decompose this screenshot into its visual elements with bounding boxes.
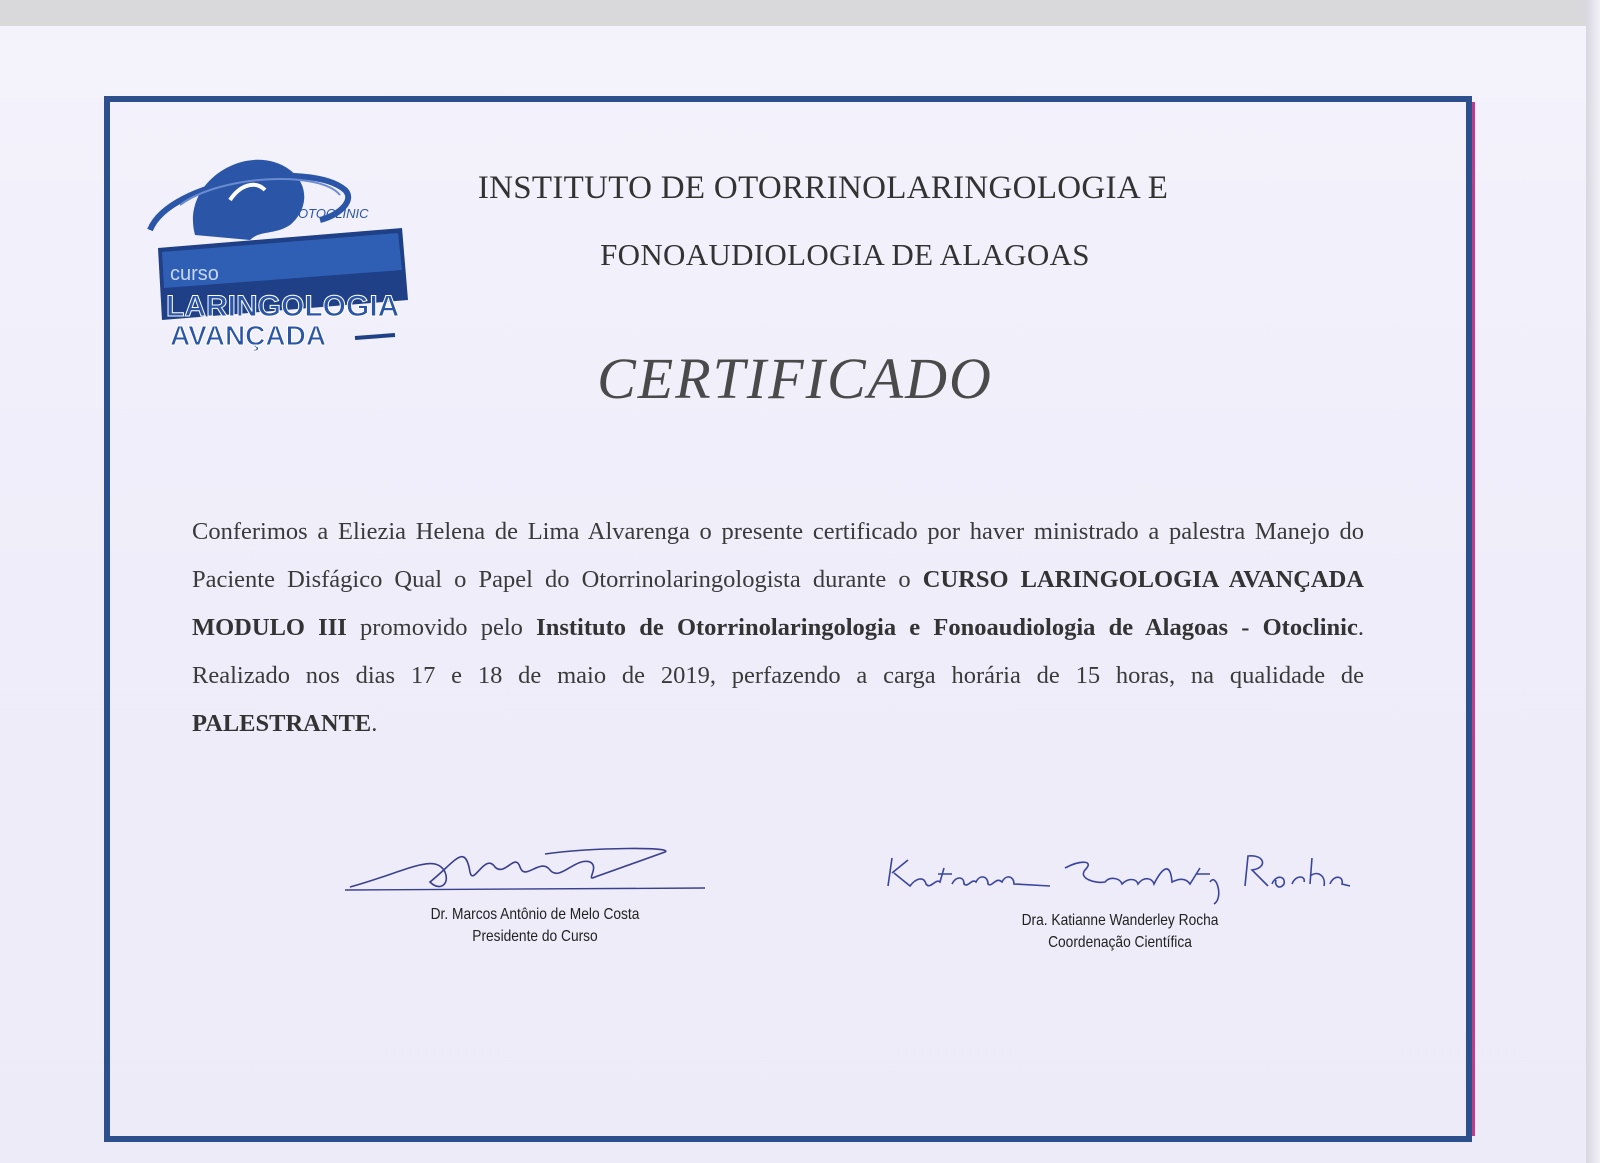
institute-name: Instituto de Otorrinolaringologia e Fonoaudiologia de Alagoas - Otoclinic (536, 614, 1358, 641)
participation-role: PALESTRANTE (192, 710, 372, 737)
institute-heading (430, 170, 1190, 273)
president-role: Presidente do Curso (472, 928, 598, 945)
coordinator-role: Coordenação Científica (1048, 934, 1192, 951)
logo-head-shape (193, 160, 304, 240)
coordinator-name: Dra. Katianne Wanderley Rocha (1021, 912, 1219, 929)
signature-coordinator-handwriting (880, 848, 1360, 908)
signature-president-handwriting (345, 842, 725, 902)
course-logo (140, 140, 430, 365)
certificate-title: CERTIFICADO (597, 346, 993, 411)
body-text-3: . Realizado nos dias 17 e 18 de maio de 2019, perfazendo a carga horária de 15 horas, na qualidade de (192, 614, 1364, 689)
certificate-body (192, 508, 1364, 748)
body-text-2: promovido pelo (346, 614, 537, 641)
logo-brand: OTOCLINIC (298, 206, 369, 221)
course-name: CURSO LARINGOLOGIA AVANÇADA MODULO III (192, 566, 1364, 641)
logo-title-line2: AVANÇADA (170, 320, 327, 351)
border-accent-line (1472, 102, 1475, 1136)
institute-line-2: FONOAUDIOLOGIA DE ALAGOAS (600, 237, 1090, 272)
president-name: Dr. Marcos Antônio de Melo Costa (430, 906, 640, 923)
logo-curso-text: curso (170, 263, 219, 285)
signature-block-president (345, 842, 725, 946)
institute-line-1: INSTITUTO DE OTORRINOLARINGOLOGIA E (477, 170, 1169, 206)
logo-title-line1: LARINGOLOGIA (166, 290, 400, 323)
body-text-4: . (371, 710, 378, 737)
scanner-edge (1586, 0, 1600, 1163)
body-text-1: Conferimos a Eliezia Helena de Lima Alvarenga o presente certificado por haver ministrado a palestra Manejo do Paciente Disfágico Qual o Papel do Otorrinolaringologista durante o (192, 518, 1364, 593)
signature-block-coordinator (880, 848, 1360, 952)
